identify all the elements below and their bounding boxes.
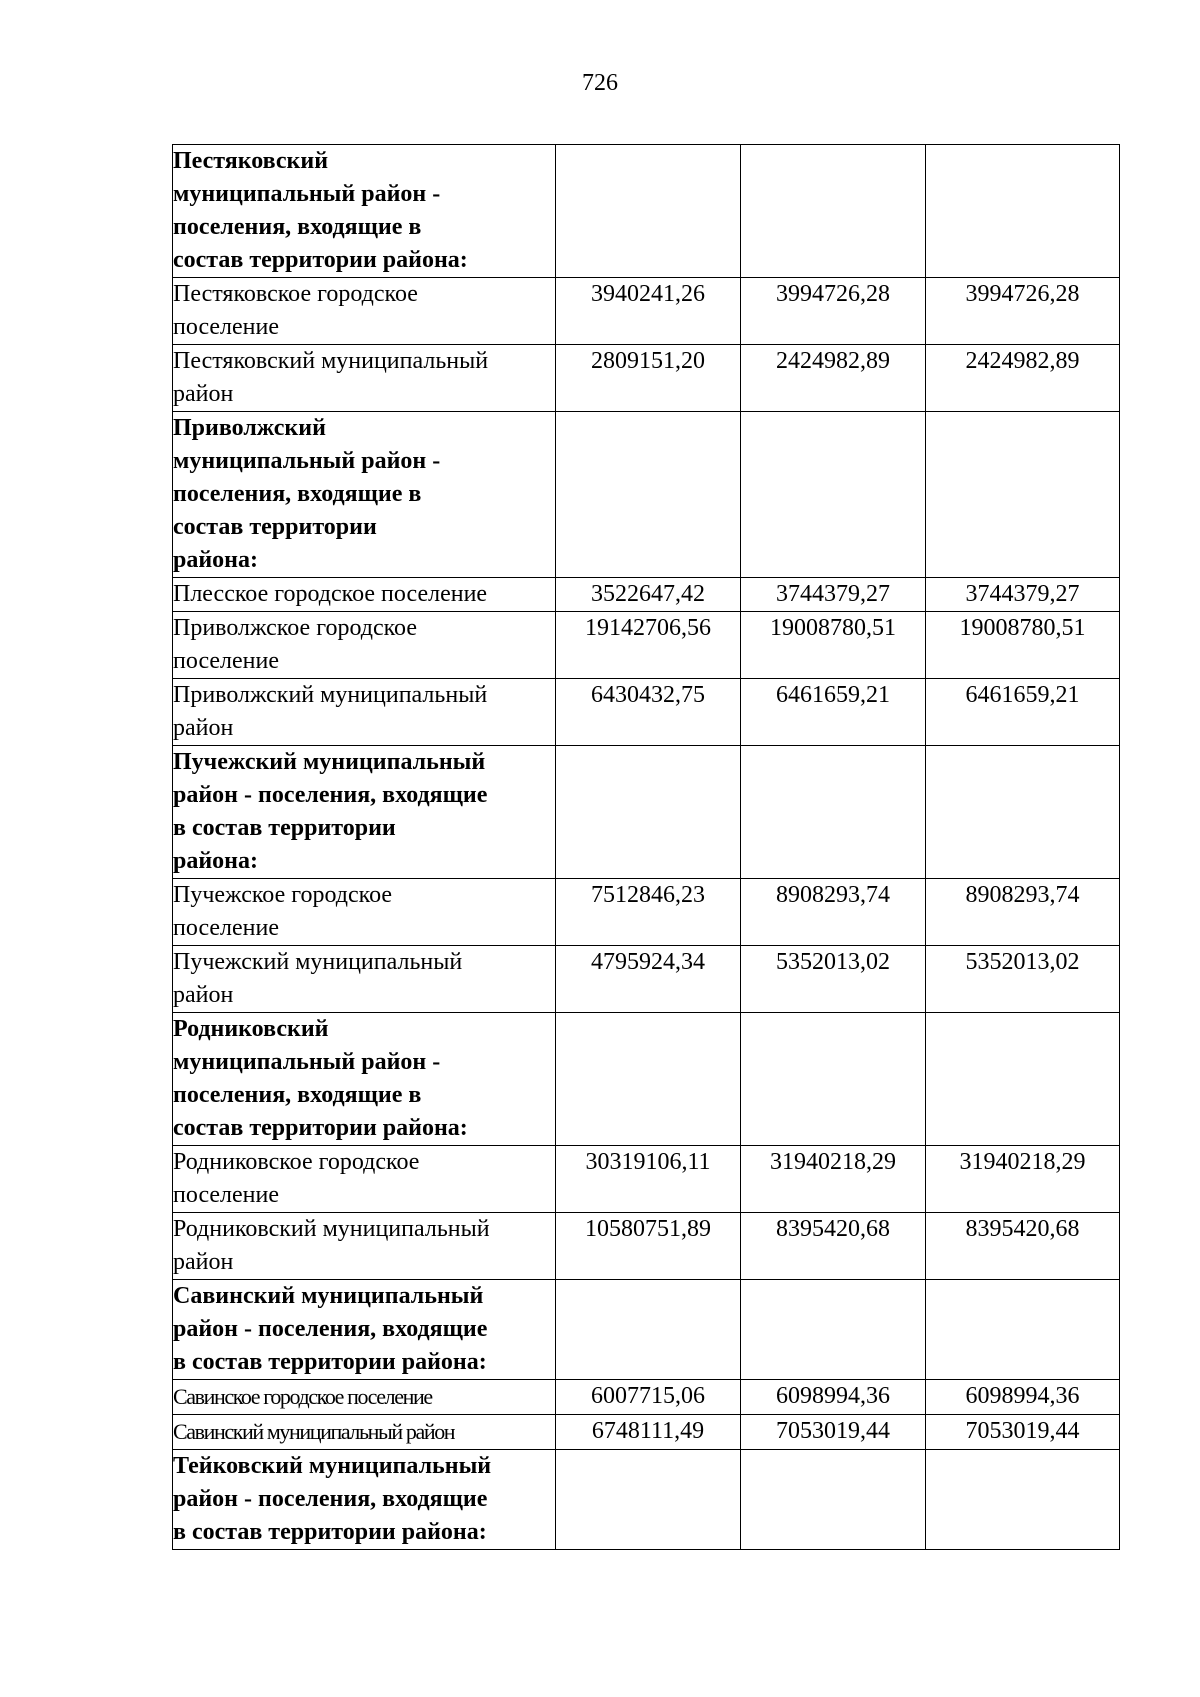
- settlement-name-cell: [173, 1380, 556, 1415]
- name-line: Савинский муниципальный: [173, 1283, 484, 1309]
- table-row: [173, 578, 1120, 612]
- settlement-name-cell: [173, 1146, 556, 1213]
- settlement-name-cell: [173, 612, 556, 679]
- table-row: [173, 946, 1120, 1013]
- name-line: Пестяковский муниципальный: [173, 348, 489, 374]
- name-line: муниципальный район -: [173, 181, 441, 207]
- name-line: Пучежский муниципальный: [173, 949, 463, 975]
- value-cell-1: [556, 1450, 741, 1550]
- value-cell-1: [556, 145, 741, 278]
- value-cell-1: 3940241,26: [556, 278, 741, 345]
- name-line: поселения, входящие в: [173, 481, 422, 507]
- value-cell-3: 8908293,74: [926, 879, 1120, 946]
- name-line: поселения, входящие в: [173, 1082, 422, 1108]
- table-group-row: [173, 1013, 1120, 1146]
- table-row: [173, 1380, 1120, 1415]
- name-line: район - поселения, входящие: [173, 1486, 488, 1512]
- value-cell-2: 6461659,21: [741, 679, 926, 746]
- value-cell-3: 6098994,36: [926, 1380, 1120, 1415]
- name-line: район: [173, 715, 234, 741]
- name-line: Приволжский муниципальный: [173, 682, 488, 708]
- name-line: Приволжское городское: [173, 615, 417, 641]
- value-cell-3: [926, 1013, 1120, 1146]
- value-cell-3: [926, 1450, 1120, 1550]
- name-line: Пучежское городское: [173, 882, 393, 908]
- value-cell-3: [926, 412, 1120, 578]
- table-row: [173, 612, 1120, 679]
- table-row: [173, 345, 1120, 412]
- name-line: Плесское городское поселение: [173, 581, 488, 607]
- table-group-row: [173, 746, 1120, 879]
- page-number: 726: [582, 70, 618, 96]
- name-line: состав территории района:: [173, 1115, 468, 1141]
- value-cell-1: 3522647,42: [556, 578, 741, 612]
- value-cell-2: 3744379,27: [741, 578, 926, 612]
- name-line: Савинское городское поселение: [173, 1384, 432, 1409]
- name-line: Савинский муниципальный район: [173, 1419, 455, 1444]
- value-cell-3: [926, 145, 1120, 278]
- value-cell-3: 6461659,21: [926, 679, 1120, 746]
- table-group-row: [173, 1280, 1120, 1380]
- value-cell-2: 3994726,28: [741, 278, 926, 345]
- value-cell-2: 19008780,51: [741, 612, 926, 679]
- value-cell-3: 31940218,29: [926, 1146, 1120, 1213]
- name-line: Родниковский муниципальный: [173, 1216, 490, 1242]
- settlement-name-cell: [173, 345, 556, 412]
- name-line: поселение: [173, 314, 280, 340]
- value-cell-3: 3744379,27: [926, 578, 1120, 612]
- value-cell-1: [556, 1013, 741, 1146]
- name-line: Тейковский муниципальный: [173, 1453, 492, 1479]
- value-cell-2: 31940218,29: [741, 1146, 926, 1213]
- name-line: состав территории района:: [173, 247, 468, 273]
- value-cell-2: 5352013,02: [741, 946, 926, 1013]
- name-line: Пестяковский: [173, 148, 329, 174]
- value-cell-1: 6430432,75: [556, 679, 741, 746]
- settlement-name-cell: [173, 879, 556, 946]
- table-group-row: [173, 145, 1120, 278]
- table-body: [173, 145, 1120, 1550]
- value-cell-1: 6748111,49: [556, 1415, 741, 1450]
- name-line: поселение: [173, 648, 280, 674]
- name-line: район: [173, 982, 234, 1008]
- value-cell-2: 6098994,36: [741, 1380, 926, 1415]
- value-cell-1: 7512846,23: [556, 879, 741, 946]
- value-cell-1: [556, 746, 741, 879]
- name-line: в состав территории района:: [173, 1349, 487, 1375]
- value-cell-1: [556, 1280, 741, 1380]
- value-cell-3: 5352013,02: [926, 946, 1120, 1013]
- value-cell-3: [926, 746, 1120, 879]
- value-cell-3: 8395420,68: [926, 1213, 1120, 1280]
- value-cell-2: [741, 1450, 926, 1550]
- name-line: Родниковский: [173, 1016, 329, 1042]
- name-line: района:: [173, 547, 258, 573]
- value-cell-2: [741, 746, 926, 879]
- value-cell-1: 10580751,89: [556, 1213, 741, 1280]
- name-line: район: [173, 381, 234, 407]
- group-heading-cell: [173, 746, 556, 879]
- value-cell-2: 8395420,68: [741, 1213, 926, 1280]
- value-cell-1: 30319106,11: [556, 1146, 741, 1213]
- settlement-name-cell: [173, 278, 556, 345]
- name-line: район: [173, 1249, 234, 1275]
- value-cell-1: 19142706,56: [556, 612, 741, 679]
- settlement-name-cell: [173, 1415, 556, 1450]
- name-line: в состав территории: [173, 815, 396, 841]
- value-cell-2: 7053019,44: [741, 1415, 926, 1450]
- name-line: в состав территории района:: [173, 1519, 487, 1545]
- table-row: [173, 1146, 1120, 1213]
- group-heading-cell: [173, 412, 556, 578]
- value-cell-1: 4795924,34: [556, 946, 741, 1013]
- value-cell-2: 2424982,89: [741, 345, 926, 412]
- value-cell-1: [556, 412, 741, 578]
- value-cell-2: 8908293,74: [741, 879, 926, 946]
- group-heading-cell: [173, 1013, 556, 1146]
- name-line: района:: [173, 848, 258, 874]
- value-cell-2: [741, 145, 926, 278]
- table-row: [173, 879, 1120, 946]
- name-line: район - поселения, входящие: [173, 782, 488, 808]
- table-row: [173, 679, 1120, 746]
- name-line: Приволжский: [173, 415, 326, 441]
- name-line: состав территории: [173, 514, 377, 540]
- value-cell-2: [741, 1013, 926, 1146]
- name-line: поселение: [173, 1182, 280, 1208]
- name-line: поселения, входящие в: [173, 214, 422, 240]
- name-line: Пестяковское городское: [173, 281, 418, 307]
- value-cell-2: [741, 412, 926, 578]
- group-heading-cell: [173, 145, 556, 278]
- table-group-row: [173, 1450, 1120, 1550]
- settlement-name-cell: [173, 578, 556, 612]
- value-cell-3: [926, 1280, 1120, 1380]
- table-group-row: [173, 412, 1120, 578]
- table-row: [173, 1415, 1120, 1450]
- name-line: муниципальный район -: [173, 448, 441, 474]
- group-heading-cell: [173, 1280, 556, 1380]
- table-row: [173, 1213, 1120, 1280]
- name-line: муниципальный район -: [173, 1049, 441, 1075]
- value-cell-3: 7053019,44: [926, 1415, 1120, 1450]
- budget-table: [172, 144, 1120, 1550]
- name-line: поселение: [173, 915, 280, 941]
- settlement-name-cell: [173, 946, 556, 1013]
- table-row: [173, 278, 1120, 345]
- value-cell-2: [741, 1280, 926, 1380]
- settlement-name-cell: [173, 679, 556, 746]
- group-heading-cell: [173, 1450, 556, 1550]
- name-line: район - поселения, входящие: [173, 1316, 488, 1342]
- value-cell-3: 19008780,51: [926, 612, 1120, 679]
- value-cell-3: 2424982,89: [926, 345, 1120, 412]
- value-cell-1: 6007715,06: [556, 1380, 741, 1415]
- name-line: Родниковское городское: [173, 1149, 420, 1175]
- value-cell-3: 3994726,28: [926, 278, 1120, 345]
- value-cell-1: 2809151,20: [556, 345, 741, 412]
- settlement-name-cell: [173, 1213, 556, 1280]
- name-line: Пучежский муниципальный: [173, 749, 486, 775]
